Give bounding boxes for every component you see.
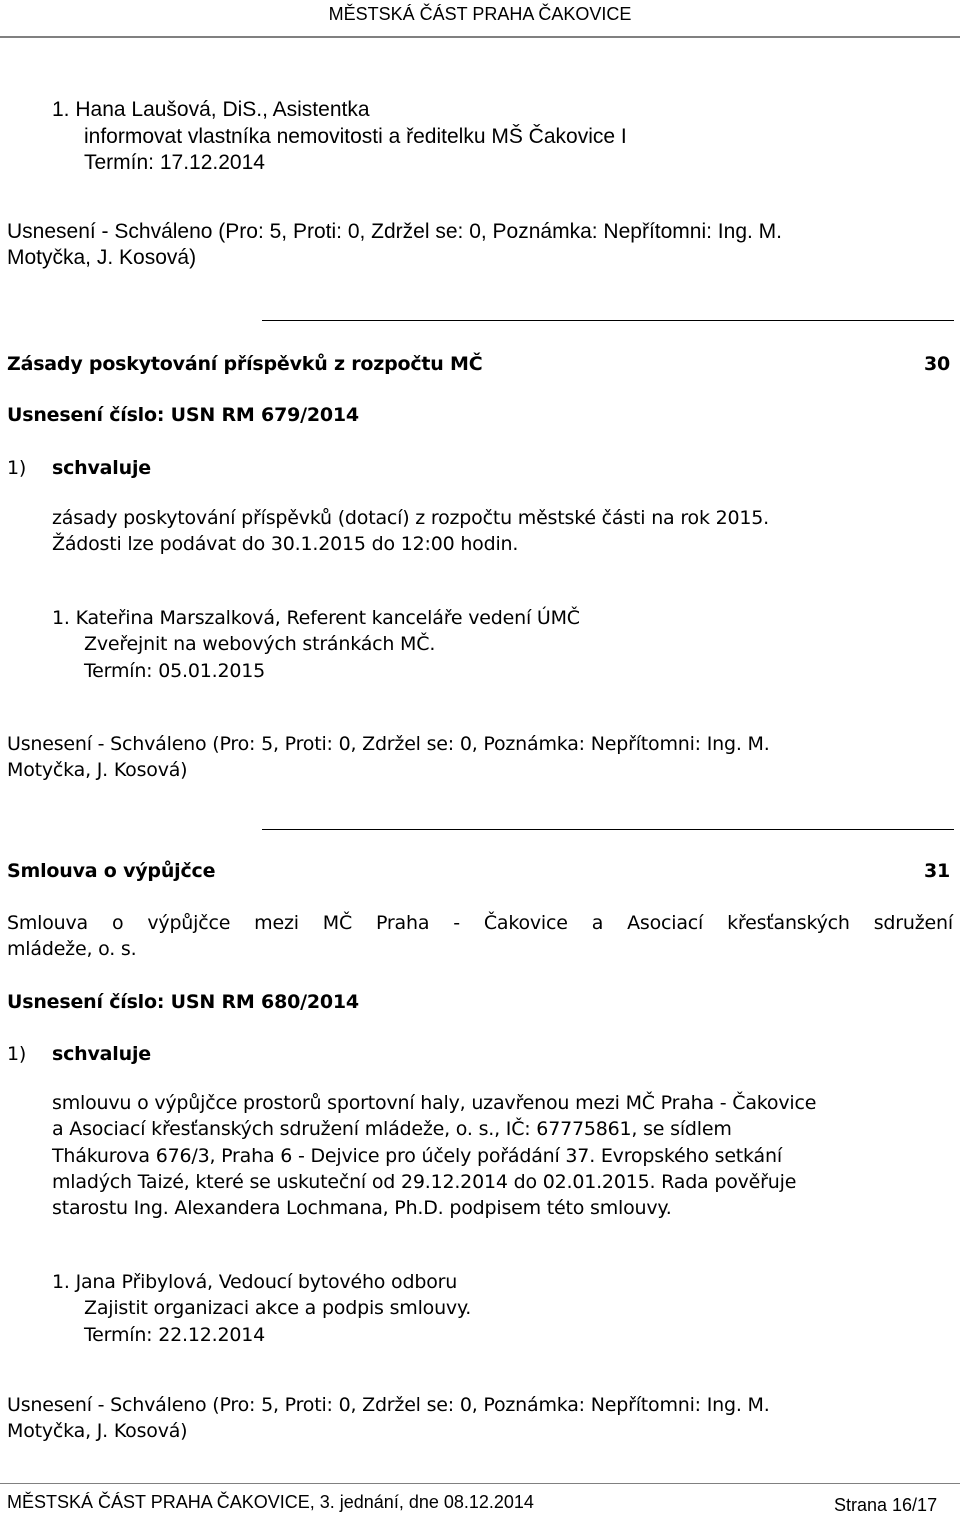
desc-word: křesťanských <box>727 912 850 934</box>
task-person: 1. Hana Laušová, DiS., Asistentka <box>52 98 370 121</box>
task-person: 1. Jana Přibylová, Vedoucí bytového odboru <box>52 1271 458 1293</box>
header-divider <box>0 36 960 38</box>
desc-word: Praha <box>376 912 430 934</box>
resolution-text: a Asociací křesťanských sdružení mládeže, o. s., IČ: 67775861, se sídlem <box>52 1118 732 1140</box>
item-number: 30 <box>924 353 951 375</box>
item-number: 31 <box>924 860 951 882</box>
page-number: Strana 16/17 <box>834 1495 938 1515</box>
resolution-text: Thákurova 676/3, Praha 6 - Dejvice pro účely pořádání 37. Evropského setkání <box>52 1145 782 1167</box>
page-header: MĚSTSKÁ ČÁST PRAHA ČAKOVICE <box>328 4 632 24</box>
resolution-verb-number: 1) <box>7 1043 27 1065</box>
footer-left: MĚSTSKÁ ČÁST PRAHA ČAKOVICE, 3. jednání, dne 08.12.2014 <box>7 1492 534 1512</box>
vote-line-1: Usnesení - Schváleno (Pro: 5, Proti: 0, Zdržel se: 0, Poznámka: Nepřítomni: Ing. M. <box>7 220 782 243</box>
desc-word: MČ <box>322 912 353 934</box>
vote-line-2: Motyčka, J. Kosová) <box>7 246 197 269</box>
task-action: Zveřejnit na webových stránkách MČ. <box>84 633 436 655</box>
resolution-text: mladých Taizé, které se uskuteční od 29.12.2014 do 02.01.2015. Rada pověřuje <box>52 1171 797 1193</box>
task-action: Zajistit organizaci akce a podpis smlouvy. <box>84 1297 472 1319</box>
desc-word: a <box>591 912 604 934</box>
task-person: 1. Kateřina Marszalková, Referent kanceláře vedení ÚMČ <box>52 607 580 629</box>
resolution-number: Usnesení číslo: USN RM 680/2014 <box>7 991 359 1013</box>
item-title: Smlouva o výpůjčce <box>7 860 216 882</box>
item-description <box>7 912 953 934</box>
desc-word: - <box>453 912 460 934</box>
desc-word: Asociací <box>627 912 704 934</box>
resolution-text: Žádosti lze podávat do 30.1.2015 do 12:00 hodin. <box>52 533 519 555</box>
task-deadline: Termín: 05.01.2015 <box>84 660 266 682</box>
section-divider <box>262 320 954 321</box>
item-description-cont: mládeže, o. s. <box>7 938 137 960</box>
desc-word: o <box>111 912 124 934</box>
task-deadline: Termín: 17.12.2014 <box>84 151 265 174</box>
resolution-text: starostu Ing. Alexandera Lochmana, Ph.D. podpisem této smlouvy. <box>52 1197 672 1219</box>
item-title: Zásady poskytování příspěvků z rozpočtu MČ <box>7 353 483 375</box>
vote-line-2: Motyčka, J. Kosová) <box>7 1420 188 1442</box>
desc-word: výpůjčce <box>147 912 231 934</box>
resolution-verb: schvaluje <box>52 457 151 479</box>
desc-word: Čakovice <box>483 912 568 934</box>
desc-word: sdružení <box>873 912 953 934</box>
task-deadline: Termín: 22.12.2014 <box>84 1324 266 1346</box>
resolution-verb: schvaluje <box>52 1043 151 1065</box>
resolution-number: Usnesení číslo: USN RM 679/2014 <box>7 404 359 426</box>
desc-word: mezi <box>254 912 299 934</box>
vote-line-2: Motyčka, J. Kosová) <box>7 759 188 781</box>
desc-word: Smlouva <box>7 912 89 934</box>
resolution-verb-number: 1) <box>7 457 27 479</box>
vote-line-1: Usnesení - Schváleno (Pro: 5, Proti: 0, Zdržel se: 0, Poznámka: Nepřítomni: Ing. M. <box>7 1394 770 1416</box>
resolution-text: smlouvu o výpůjčce prostorů sportovní haly, uzavřenou mezi MČ Praha - Čakovice <box>52 1092 817 1114</box>
section-divider <box>262 829 954 830</box>
footer-divider <box>0 1483 960 1484</box>
resolution-text: zásady poskytování příspěvků (dotací) z rozpočtu městské části na rok 2015. <box>52 507 769 529</box>
vote-line-1: Usnesení - Schváleno (Pro: 5, Proti: 0, Zdržel se: 0, Poznámka: Nepřítomni: Ing. M. <box>7 733 770 755</box>
task-action: informovat vlastníka nemovitosti a ředitelku MŠ Čakovice I <box>84 125 627 148</box>
